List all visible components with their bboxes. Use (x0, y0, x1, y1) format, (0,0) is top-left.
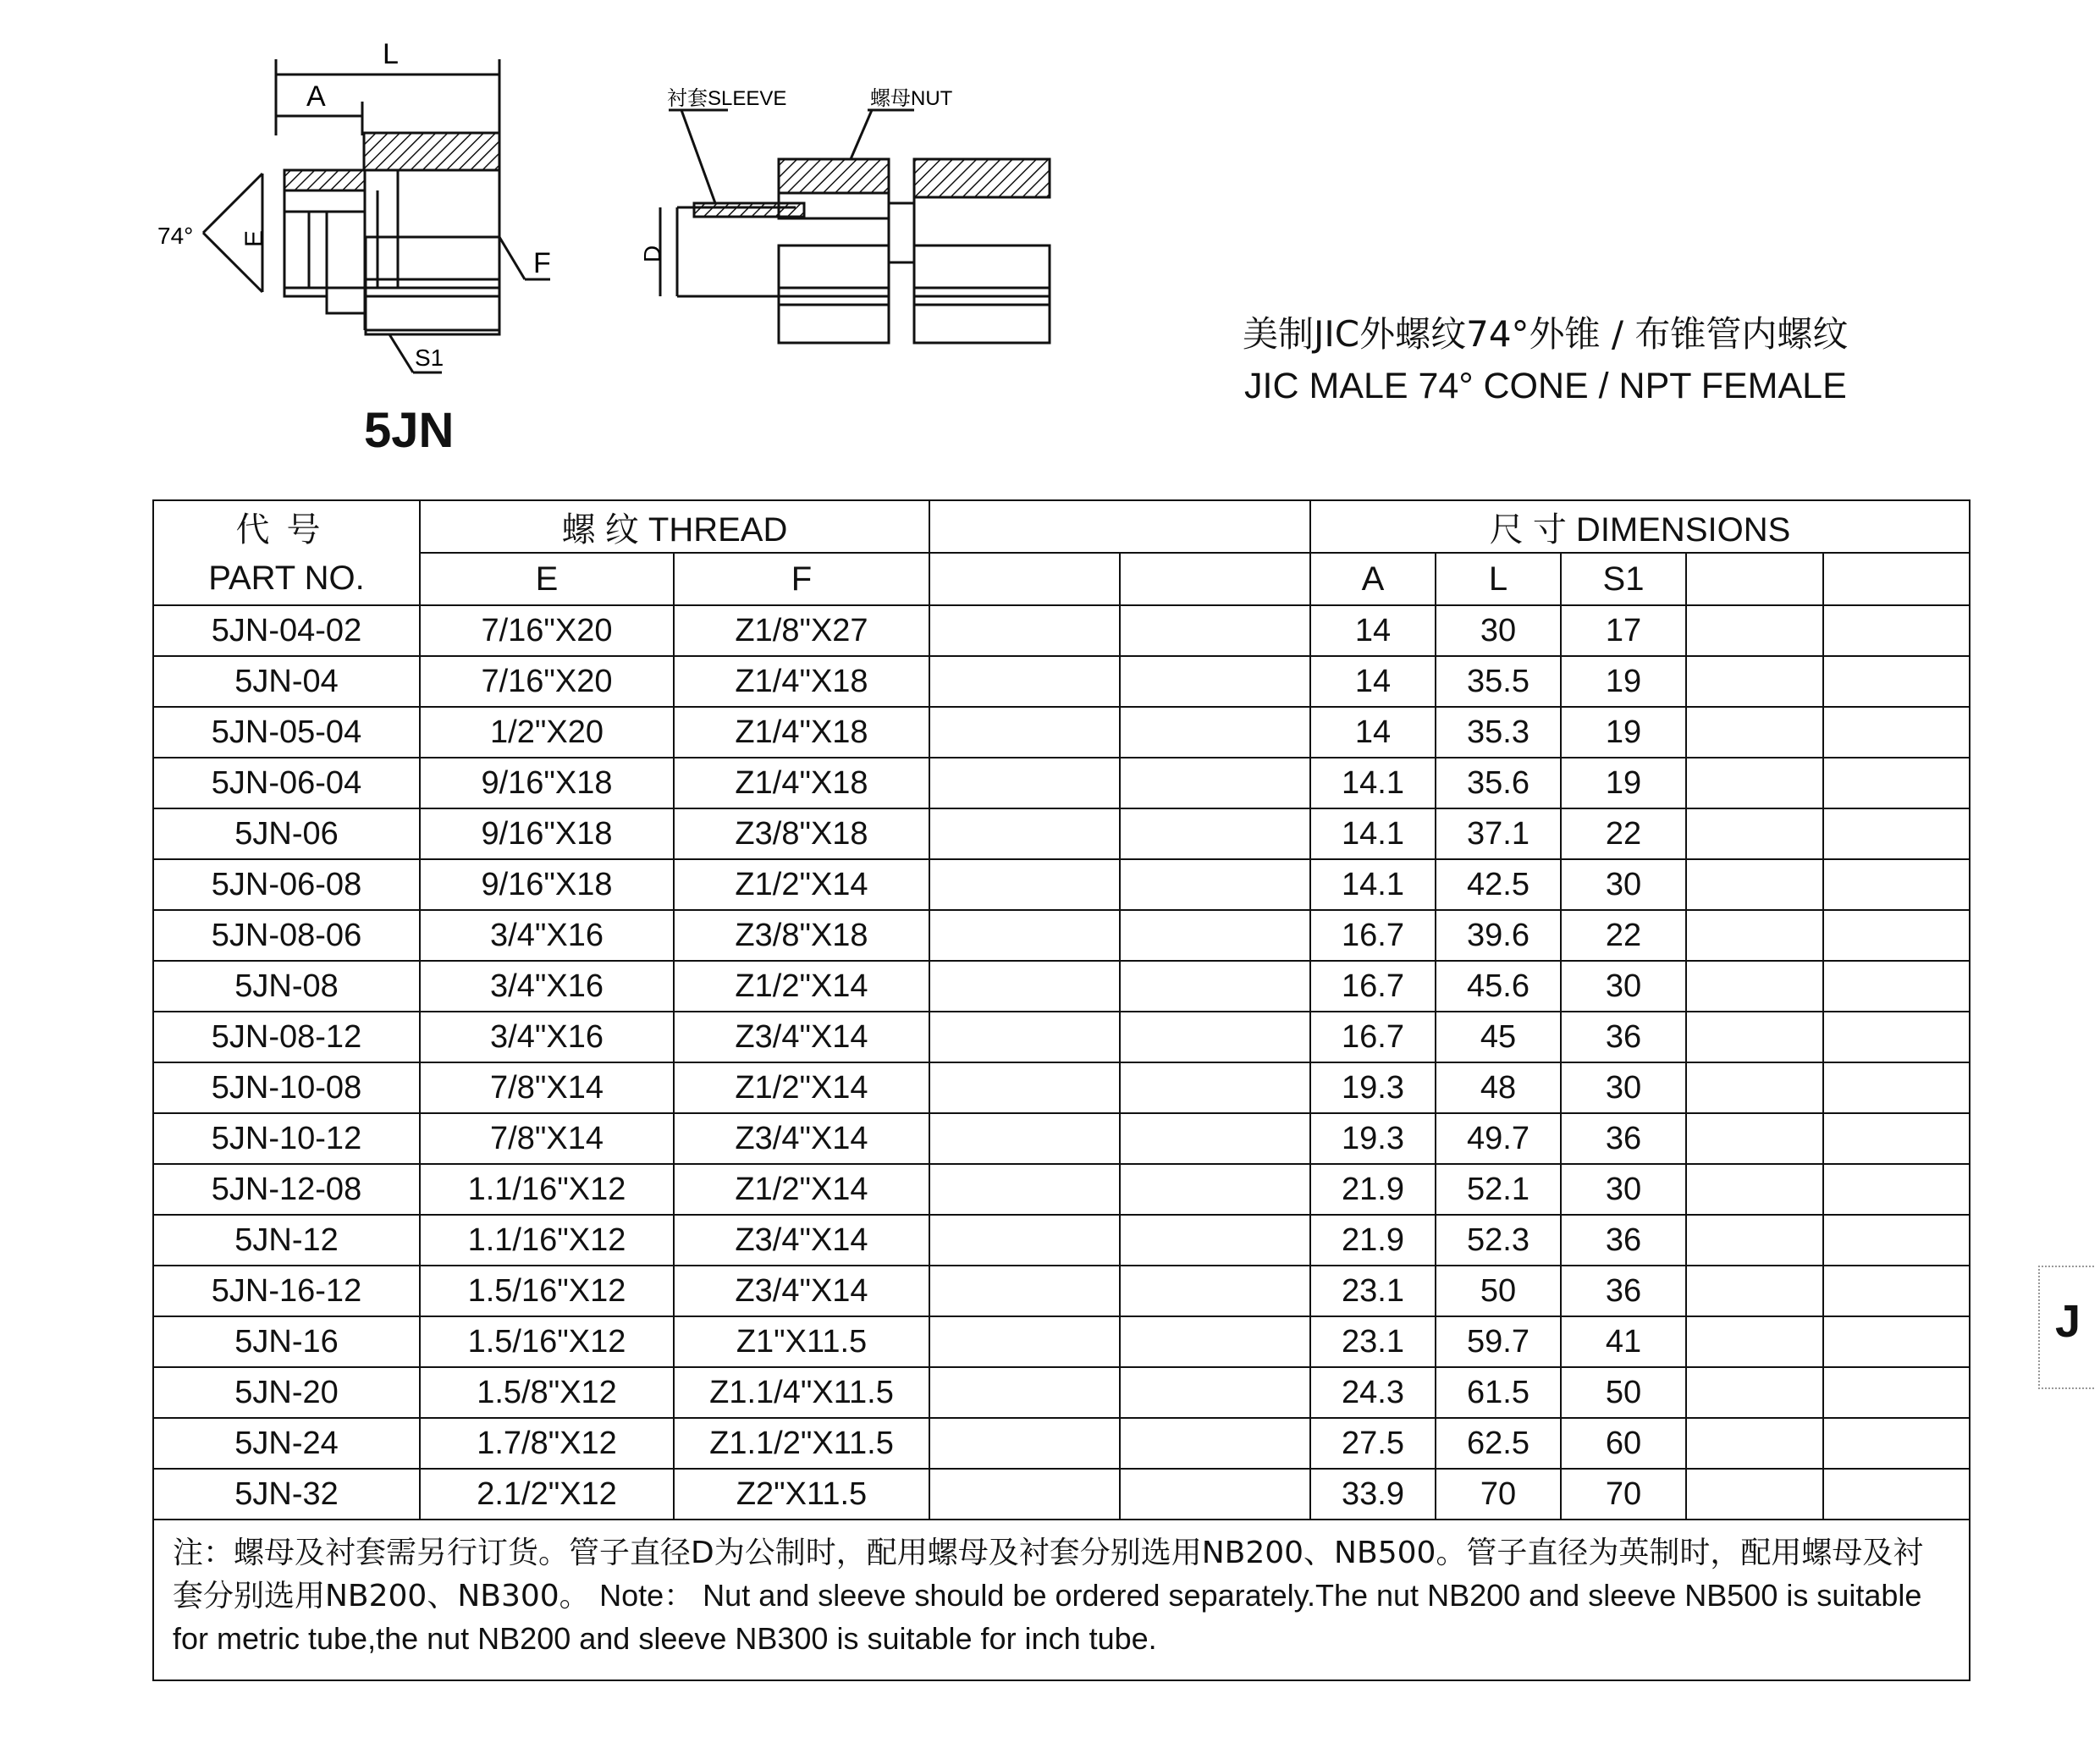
cell-blank (1120, 605, 1310, 656)
cell-f: Z3/4"X14 (674, 1215, 929, 1266)
cell-a: 33.9 (1310, 1469, 1436, 1520)
cell-s1: 30 (1561, 961, 1686, 1012)
cell-l: 39.6 (1436, 910, 1561, 961)
cell-blank (1823, 1012, 1970, 1062)
cell-blank (1120, 1469, 1310, 1520)
nut-label: 螺母NUT (870, 87, 953, 110)
cell-l: 37.1 (1436, 808, 1561, 859)
cell-blank (1686, 1215, 1823, 1266)
cell-blank (1120, 961, 1310, 1012)
cell-e: 7/8"X14 (420, 1113, 674, 1164)
cell-s1: 30 (1561, 859, 1686, 910)
cell-blank (929, 961, 1120, 1012)
table-row (153, 961, 1970, 1012)
cell-s1: 22 (1561, 808, 1686, 859)
cell-s1: 19 (1561, 707, 1686, 758)
col-header-S1: S1 (1561, 553, 1686, 605)
cell-f: Z2"X11.5 (674, 1469, 929, 1520)
footnote-cn: 注：螺母及衬套需另行订货。管子直径D为公制时，配用螺母及衬套分别选用NB200、NB500。管子直径为英制时，配用螺母及衬套分别选用NB200、NB300。 (173, 1536, 1924, 1613)
cell-blank (1823, 1266, 1970, 1316)
cell-f: Z1.1/4"X11.5 (674, 1367, 929, 1418)
cell-blank (929, 859, 1120, 910)
cell-blank (1823, 1316, 1970, 1367)
footnote (153, 1520, 1970, 1680)
cell-blank (1823, 1367, 1970, 1418)
cell-blank (929, 1164, 1120, 1215)
table-row (153, 1316, 1970, 1367)
cell-f: Z1/2"X14 (674, 859, 929, 910)
cell-blank (1823, 1215, 1970, 1266)
table-row (153, 910, 1970, 961)
cell-l: 50 (1436, 1266, 1561, 1316)
cell-e: 9/16"X18 (420, 758, 674, 808)
cell-part: 5JN-08 (153, 961, 420, 1012)
cell-l: 35.3 (1436, 707, 1561, 758)
cell-blank (929, 1418, 1120, 1469)
cell-a: 16.7 (1310, 961, 1436, 1012)
fitting-cross-section-drawing (127, 34, 601, 398)
cell-blank (929, 1266, 1120, 1316)
cell-blank (929, 758, 1120, 808)
cell-blank (1120, 1367, 1310, 1418)
cell-s1: 36 (1561, 1113, 1686, 1164)
cell-f: Z3/4"X14 (674, 1266, 929, 1316)
col-header-blank (1823, 553, 1970, 605)
cell-part: 5JN-32 (153, 1469, 420, 1520)
dim-label-L: L (383, 38, 399, 70)
cell-blank (929, 707, 1120, 758)
cell-l: 61.5 (1436, 1367, 1561, 1418)
cell-a: 14 (1310, 605, 1436, 656)
cell-a: 14.1 (1310, 859, 1436, 910)
cell-blank (1686, 1418, 1823, 1469)
table-row (153, 859, 1970, 910)
assembly-drawing (639, 85, 1050, 356)
cell-e: 1.1/16"X12 (420, 1164, 674, 1215)
cell-blank (1686, 1164, 1823, 1215)
cell-f: Z1/8"X27 (674, 605, 929, 656)
section-letter: J (2055, 1296, 2081, 1347)
table-row (153, 1012, 1970, 1062)
table-row (153, 1164, 1970, 1215)
cell-f: Z3/4"X14 (674, 1113, 929, 1164)
cell-e: 3/4"X16 (420, 910, 674, 961)
cell-l: 52.3 (1436, 1215, 1561, 1266)
cell-blank (929, 808, 1120, 859)
cell-s1: 70 (1561, 1469, 1686, 1520)
cell-part: 5JN-16-12 (153, 1266, 420, 1316)
cell-l: 35.5 (1436, 656, 1561, 707)
table-row (153, 1418, 1970, 1469)
cell-l: 49.7 (1436, 1113, 1561, 1164)
cell-f: Z1/4"X18 (674, 656, 929, 707)
cell-f: Z3/4"X14 (674, 1012, 929, 1062)
cell-f: Z1/4"X18 (674, 758, 929, 808)
cell-blank (1686, 910, 1823, 961)
cell-blank (1686, 656, 1823, 707)
cell-a: 21.9 (1310, 1164, 1436, 1215)
cell-blank (1686, 961, 1823, 1012)
table-row (153, 808, 1970, 859)
cell-part: 5JN-04 (153, 656, 420, 707)
cell-f: Z1.1/2"X11.5 (674, 1418, 929, 1469)
table-row (153, 1062, 1970, 1113)
table-row (153, 1367, 1970, 1418)
cell-a: 14.1 (1310, 758, 1436, 808)
cell-s1: 30 (1561, 1062, 1686, 1113)
cell-a: 14 (1310, 707, 1436, 758)
cell-s1: 22 (1561, 910, 1686, 961)
cell-blank (1686, 707, 1823, 758)
cell-blank (1823, 1062, 1970, 1113)
cell-part: 5JN-08-06 (153, 910, 420, 961)
cell-blank (1120, 1062, 1310, 1113)
cell-s1: 50 (1561, 1367, 1686, 1418)
cell-l: 42.5 (1436, 859, 1561, 910)
col-header-A: A (1310, 553, 1436, 605)
cell-blank (1120, 1012, 1310, 1062)
cell-part: 5JN-10-08 (153, 1062, 420, 1113)
col-header-E: E (420, 553, 674, 605)
cell-l: 52.1 (1436, 1164, 1561, 1215)
cell-e: 3/4"X16 (420, 961, 674, 1012)
cell-a: 27.5 (1310, 1418, 1436, 1469)
cell-e: 1.5/16"X12 (420, 1316, 674, 1367)
cell-l: 62.5 (1436, 1418, 1561, 1469)
cell-blank (1120, 758, 1310, 808)
cell-blank (929, 1469, 1120, 1520)
cell-blank (1120, 1164, 1310, 1215)
cell-part: 5JN-12 (153, 1215, 420, 1266)
cell-e: 1.1/16"X12 (420, 1215, 674, 1266)
cell-part: 5JN-20 (153, 1367, 420, 1418)
cell-s1: 36 (1561, 1215, 1686, 1266)
cell-blank (929, 1012, 1120, 1062)
cell-blank (929, 605, 1120, 656)
cell-e: 9/16"X18 (420, 859, 674, 910)
cell-blank (1120, 656, 1310, 707)
cell-blank (1120, 1113, 1310, 1164)
cell-s1: 19 (1561, 656, 1686, 707)
cell-part: 5JN-24 (153, 1418, 420, 1469)
cell-f: Z1/2"X14 (674, 1062, 929, 1113)
cell-blank (1823, 1418, 1970, 1469)
cell-blank (929, 1215, 1120, 1266)
cell-e: 2.1/2"X12 (420, 1469, 674, 1520)
cell-l: 45.6 (1436, 961, 1561, 1012)
cell-blank (1686, 1316, 1823, 1367)
cell-part: 5JN-06 (153, 808, 420, 859)
spec-table (152, 499, 1970, 1681)
header-blank (929, 500, 1310, 553)
cell-blank (1686, 1469, 1823, 1520)
cell-blank (1686, 1113, 1823, 1164)
cell-a: 14 (1310, 656, 1436, 707)
cell-blank (1823, 808, 1970, 859)
cell-blank (1120, 910, 1310, 961)
cell-f: Z3/8"X18 (674, 808, 929, 859)
cell-part: 5JN-08-12 (153, 1012, 420, 1062)
header-part-cn: 代号 (153, 500, 420, 553)
col-header-F: F (674, 553, 929, 605)
table-row (153, 605, 1970, 656)
cell-blank (1823, 758, 1970, 808)
cell-blank (1823, 656, 1970, 707)
cell-blank (1823, 961, 1970, 1012)
cell-part: 5JN-12-08 (153, 1164, 420, 1215)
dim-label-S1: S1 (415, 345, 444, 371)
cell-a: 16.7 (1310, 910, 1436, 961)
footnote-en: Note： Nut and sleeve should be ordered separately.The nut NB200 and sleeve NB500 is suitable for metric tube,the nut NB200 and sleeve NB300 is suitable for inch tube. (173, 1578, 1922, 1656)
cell-blank (1120, 1418, 1310, 1469)
col-header-L: L (1436, 553, 1561, 605)
cell-s1: 36 (1561, 1266, 1686, 1316)
cell-blank (929, 1367, 1120, 1418)
col-header-blank (1686, 553, 1823, 605)
cell-blank (929, 1113, 1120, 1164)
dim-label-D: D (639, 245, 665, 262)
cell-a: 24.3 (1310, 1367, 1436, 1418)
cell-a: 21.9 (1310, 1215, 1436, 1266)
cell-a: 19.3 (1310, 1062, 1436, 1113)
cell-blank (1686, 1012, 1823, 1062)
cell-e: 1.5/16"X12 (420, 1266, 674, 1316)
cell-part: 5JN-10-12 (153, 1113, 420, 1164)
cell-a: 14.1 (1310, 808, 1436, 859)
dim-label-E: E (240, 229, 268, 247)
cell-e: 1.7/8"X12 (420, 1418, 674, 1469)
cell-blank (1823, 1164, 1970, 1215)
table-row (153, 707, 1970, 758)
cell-s1: 41 (1561, 1316, 1686, 1367)
cell-blank (1823, 910, 1970, 961)
cell-part: 5JN-06-08 (153, 859, 420, 910)
cell-blank (1120, 859, 1310, 910)
table-row (153, 1113, 1970, 1164)
cell-blank (929, 910, 1120, 961)
header-part-en: PART NO. (153, 553, 420, 605)
cell-f: Z3/8"X18 (674, 910, 929, 961)
cell-e: 7/16"X20 (420, 656, 674, 707)
cell-blank (1823, 859, 1970, 910)
cell-blank (1823, 707, 1970, 758)
cell-e: 7/8"X14 (420, 1062, 674, 1113)
table-row (153, 1469, 1970, 1520)
col-header-blank (929, 553, 1120, 605)
cell-blank (1120, 1266, 1310, 1316)
cell-blank (1120, 1215, 1310, 1266)
cell-s1: 36 (1561, 1012, 1686, 1062)
cell-a: 16.7 (1310, 1012, 1436, 1062)
sleeve-label: 衬套SLEEVE (667, 87, 787, 110)
cell-l: 48 (1436, 1062, 1561, 1113)
cell-blank (1686, 808, 1823, 859)
cell-blank (1120, 1316, 1310, 1367)
product-title-cn: 美制JIC外螺纹74°外锥 / 布锥管内螺纹 (1243, 313, 1849, 355)
cell-blank (1823, 1113, 1970, 1164)
cell-blank (1686, 1367, 1823, 1418)
cell-a: 23.1 (1310, 1266, 1436, 1316)
cell-s1: 19 (1561, 758, 1686, 808)
cell-blank (1823, 605, 1970, 656)
cell-f: Z1/2"X14 (674, 1164, 929, 1215)
cell-l: 45 (1436, 1012, 1561, 1062)
cell-a: 19.3 (1310, 1113, 1436, 1164)
model-code: 5JN (364, 403, 455, 458)
cell-blank (929, 1316, 1120, 1367)
dim-label-angle: 74° (157, 223, 194, 249)
table-row (153, 758, 1970, 808)
cell-blank (1686, 859, 1823, 910)
cell-e: 1.5/8"X12 (420, 1367, 674, 1418)
cell-l: 35.6 (1436, 758, 1561, 808)
table-row (153, 656, 1970, 707)
cell-blank (1823, 1469, 1970, 1520)
cell-part: 5JN-16 (153, 1316, 420, 1367)
cell-l: 30 (1436, 605, 1561, 656)
cell-blank (1686, 1266, 1823, 1316)
cell-part: 5JN-06-04 (153, 758, 420, 808)
cell-part: 5JN-04-02 (153, 605, 420, 656)
header-dimensions: 尺 寸 DIMENSIONS (1310, 500, 1970, 553)
cell-f: Z1/2"X14 (674, 961, 929, 1012)
cell-blank (1120, 707, 1310, 758)
cell-e: 3/4"X16 (420, 1012, 674, 1062)
cell-blank (1686, 758, 1823, 808)
cell-e: 9/16"X18 (420, 808, 674, 859)
cell-l: 59.7 (1436, 1316, 1561, 1367)
header-thread: 螺 纹 THREAD (420, 500, 929, 553)
cell-blank (929, 656, 1120, 707)
table-row (153, 1215, 1970, 1266)
product-title-en: JIC MALE 74° CONE / NPT FEMALE (1244, 366, 1847, 406)
cell-blank (1120, 808, 1310, 859)
dim-label-A: A (306, 80, 326, 113)
col-header-blank (1120, 553, 1310, 605)
cell-s1: 30 (1561, 1164, 1686, 1215)
cell-a: 23.1 (1310, 1316, 1436, 1367)
cell-f: Z1/4"X18 (674, 707, 929, 758)
cell-blank (1686, 1062, 1823, 1113)
dim-label-F: F (533, 247, 551, 279)
cell-s1: 17 (1561, 605, 1686, 656)
cell-e: 1/2"X20 (420, 707, 674, 758)
cell-e: 7/16"X20 (420, 605, 674, 656)
cell-l: 70 (1436, 1469, 1561, 1520)
cell-blank (1686, 605, 1823, 656)
table-row (153, 1266, 1970, 1316)
cell-part: 5JN-05-04 (153, 707, 420, 758)
cell-blank (929, 1062, 1120, 1113)
cell-s1: 60 (1561, 1418, 1686, 1469)
cell-f: Z1"X11.5 (674, 1316, 929, 1367)
